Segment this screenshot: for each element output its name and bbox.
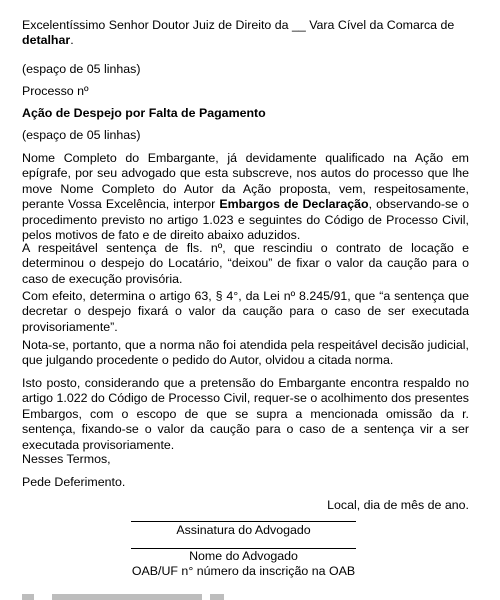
closing-terms: Nesses Termos, — [22, 452, 111, 466]
embargos-bold: Embargos de Declaração — [219, 197, 369, 212]
paragraph-sentence: A respeitável sentença de fls. nº, que rescindiu o contrato de locação e determinou o despejo do Locatário, “deixou” de fixar o valor da caução para o caso de execução provisória. — [22, 241, 469, 286]
addressee-end: . — [70, 33, 74, 48]
paragraph-note: Nota-se, portanto, que a norma não foi atendida pela respeitável decisão judicial, que julgando procedente o pedido do Autor, olvidou a citada norma. — [22, 338, 469, 368]
document-title: Ação de Despejo por Falta de Pagamento — [22, 106, 266, 120]
paragraph-law: Com efeito, determina o artigo 63, § 4°, da Lei nº 8.245/91, que “a sentença que decretar o despejo fixará o valor da caução para o caso de ser executada provisoriamente”. — [22, 289, 469, 334]
spacing-note-1: (espaço de 05 linhas) — [22, 62, 141, 76]
oab-line: OAB/UF n° número da inscrição na OAB — [131, 564, 356, 578]
signature-label: Assinatura do Advogado — [176, 523, 311, 537]
spacing-note-2: (espaço de 05 linhas) — [22, 128, 141, 142]
cutoff-text-fragment — [210, 594, 224, 600]
lawyer-name: Nome do Advogado — [189, 549, 298, 563]
place-date: Local, dia de mês de ano. — [327, 498, 469, 512]
cutoff-text-fragment — [22, 594, 34, 600]
addressee-text: Excelentíssimo Senhor Doutor Juiz de Direito da __ Vara Cível da Comarca de — [22, 18, 455, 32]
cutoff-text-fragment — [52, 594, 202, 600]
paragraph-intro-text: Nome Completo do Embargante, já devidamente qualificado na Ação em epígrafe, por seu advogado que esta subscreve, nos autos do processo que lhe move Nome Completo do Autor da Ação proposta, vem, respeitosamente, perante Vossa Excelência, interpor — [22, 151, 469, 212]
addressee — [22, 18, 469, 49]
paragraph-request: Isto posto, considerando que a pretensão do Embargante encontra respaldo no artigo 1.022 do Código de Processo Civil, requer-se o acolhimento dos presentes Embargos, com o escopo de que se supra a mencionada omissão da r. sentença, fixando-se o valor da caução para o caso de a sentença vir a ser executada provisoriamente. — [22, 376, 469, 452]
request-grant: Pede Deferimento. — [22, 475, 126, 489]
process-label: Processo nº — [22, 84, 89, 98]
signature-line — [131, 521, 356, 522]
paragraph-intro — [22, 151, 469, 243]
paragraph-intro-end: , observando-se o procedimento previsto no artigo 1.023 e seguintes do Código de Processo Civil, pelos motivos de fato e de direito abaixo aduzidos. — [22, 197, 469, 243]
comarca-placeholder: detalhar — [22, 33, 71, 48]
